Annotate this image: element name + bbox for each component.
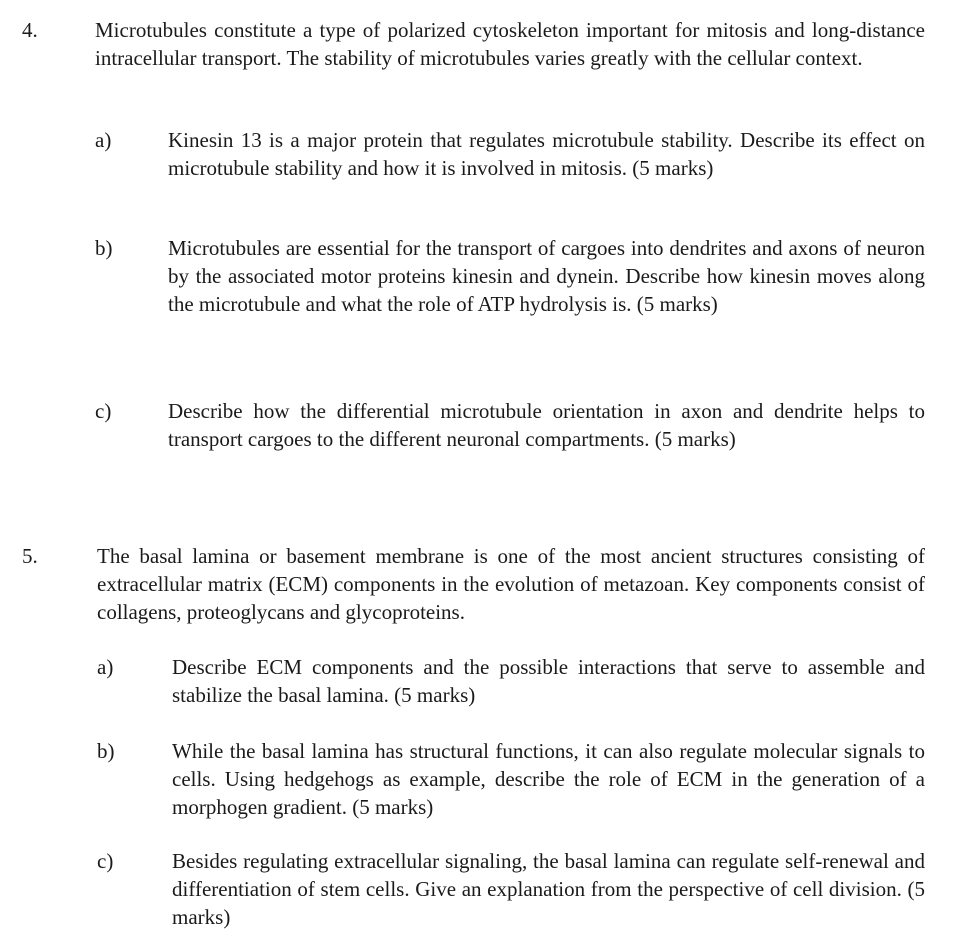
part-text: Describe how the differential microtubule orientation in axon and dendrite helps to transport cargoes to the different neuronal compartments. (5 marks) (168, 399, 925, 451)
part-text: Besides regulating extracellular signaling, the basal lamina can regulate self-renewal and differentiation of stem cells. Give an explanation from the perspective of cell division. (5 marks) (172, 849, 925, 929)
question-text: The basal lamina or basement membrane is one of the most ancient structures consisting of extracellular matrix (ECM) components in the evolution of metazoan. Key components consist of collagens, proteoglycans and glycoproteins. (97, 544, 925, 624)
part-label: b) (97, 739, 115, 763)
part-text: While the basal lamina has structural functions, it can also regulate molecular signals to cells. Using hedgehogs as example, describe the role of ECM in the generation of a morphogen gradient. (5 marks) (172, 739, 925, 819)
part-label: a) (97, 655, 114, 679)
question-text: Microtubules constitute a type of polarized cytoskeleton important for mitosis and long-distance intracellular transport. The stability of microtubules varies greatly with the cellular context. (95, 18, 925, 70)
part-text: Describe ECM components and the possible interactions that serve to assemble and stabilize the basal lamina. (5 marks) (172, 655, 925, 707)
question-number: 4. (22, 18, 38, 42)
part-label: c) (97, 849, 114, 873)
part-text: Microtubules are essential for the transport of cargoes into dendrites and axons of neuron by the associated motor proteins kinesin and dynein. Describe how kinesin moves along the microtubule and what the role of ATP hydrolysis is. (5 marks) (168, 236, 925, 316)
part-text: Kinesin 13 is a major protein that regulates microtubule stability. Describe its effect on microtubule stability and how it is involved in mitosis. (5 marks) (168, 128, 925, 180)
question-number: 5. (22, 544, 38, 568)
part-label: a) (95, 128, 112, 152)
part-label: b) (95, 236, 113, 260)
part-label: c) (95, 399, 112, 423)
